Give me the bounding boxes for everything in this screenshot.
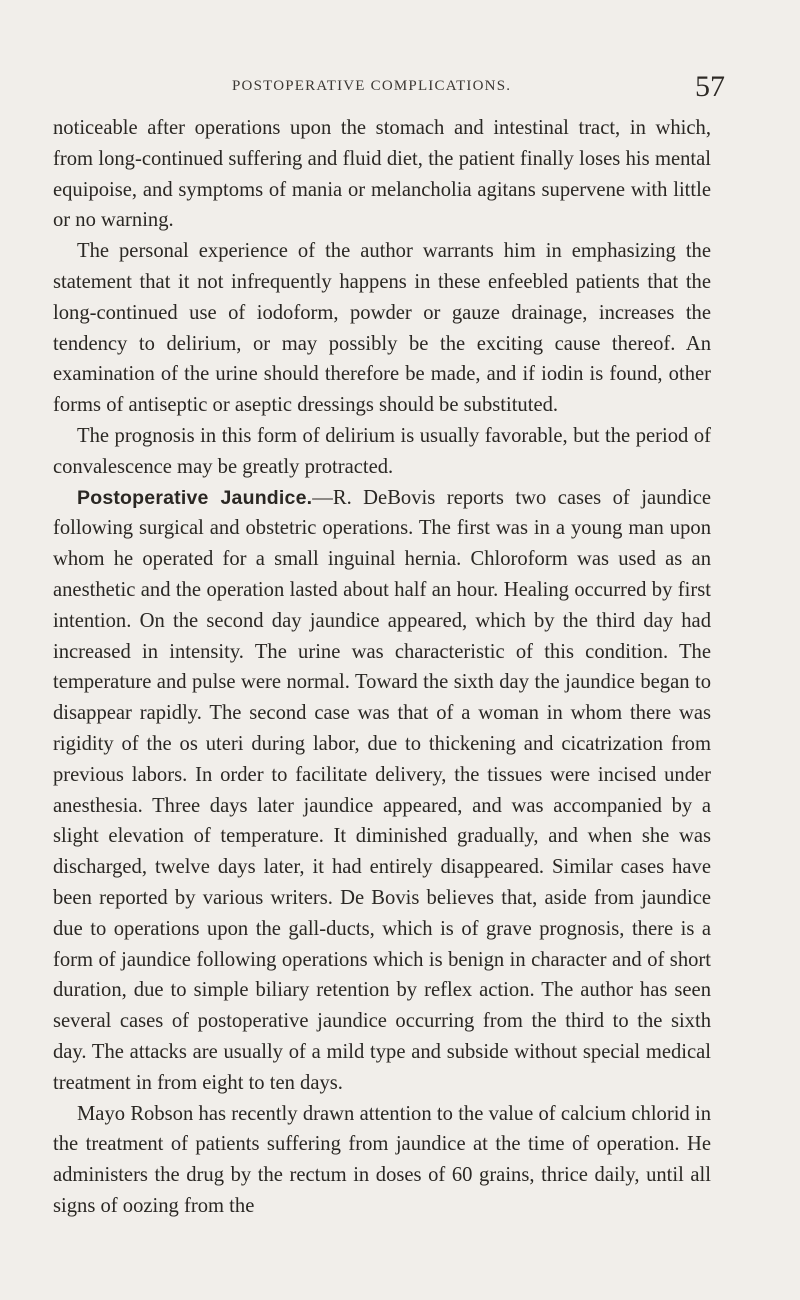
paragraph-text: Mayo Robson has recently drawn attention to the value of calcium chlorid in the treatment of patients suffering from jaundice at the time of operation. He administers the drug by the rectum in doses of 60 grains, thrice daily, until all signs of oozing from the [53,1102,711,1217]
page-number: 57 [695,70,725,103]
paragraph-3 [53,421,711,483]
running-title: POSTOPERATIVE COMPLICATIONS. [232,78,512,94]
paragraph-2 [53,236,711,421]
section-heading: Postoperative Jaundice. [77,486,313,509]
paragraph-text: The personal experience of the author warrants him in emphasizing the statement that it not infrequently happens in these enfeebled patients that the long-continued use of iodoform, powder or gauze drainage, increases the tendency to delirium, or may possibly be the exciting cause thereof. An examination of the urine should therefore be made, and if iodin is found, other forms of antiseptic or aseptic dressings should be substituted. [53,240,711,417]
running-head [0,70,800,103]
paragraph-text: The prognosis in this form of delirium is usually favorable, but the period of convalescence may be greatly protracted. [53,424,711,478]
paragraph-1 [53,113,711,236]
paragraph-text: —R. DeBovis reports two cases of jaundice following surgical and obstetric operations. The first was in a young man upon whom he operated for a small inguinal hernia. Chloroform was used as an anesthetic and the operation lasted about half an hour. Healing occurred by first intention. On the second day jaundice appeared, which by the third day had increased in intensity. The urine was characteristic of this condition. The temperature and pulse were normal. Toward the sixth day the jaundice began to disappear rapidly. The second case was that of a woman in whom there was rigidity of the os uteri during labor, due to thickening and cicatrization from previous labors. In order to facilitate delivery, the tissues were incised under anesthesia. Three days later jaundice appeared, and was accompanied by a slight elevation of temperature. It diminished gradually, and when she was discharged, twelve days later, it had entirely disappeared. Similar cases have been reported by various writers. De Bovis believes that, aside from jaundice due to operations upon the gall-ducts, which is of grave prognosis, there is a form of jaundice following operations which is benign in character and of short duration, due to simple biliary retention by reflex action. The author has seen several cases of postoperative jaundice occurring from the third to the sixth day. The attacks are usually of a mild type and subside without special medical treatment in from eight to ten days. [53,486,711,1094]
paragraph-text: noticeable after operations upon the stomach and intestinal tract, in which, from long-continued suffering and fluid diet, the patient finally loses his mental equipoise, and symptoms of mania or melancholia agitans supervene with little or no warning. [53,117,711,232]
body-text [53,113,711,1222]
paragraph-4 [53,483,711,1099]
paragraph-5 [53,1099,711,1222]
